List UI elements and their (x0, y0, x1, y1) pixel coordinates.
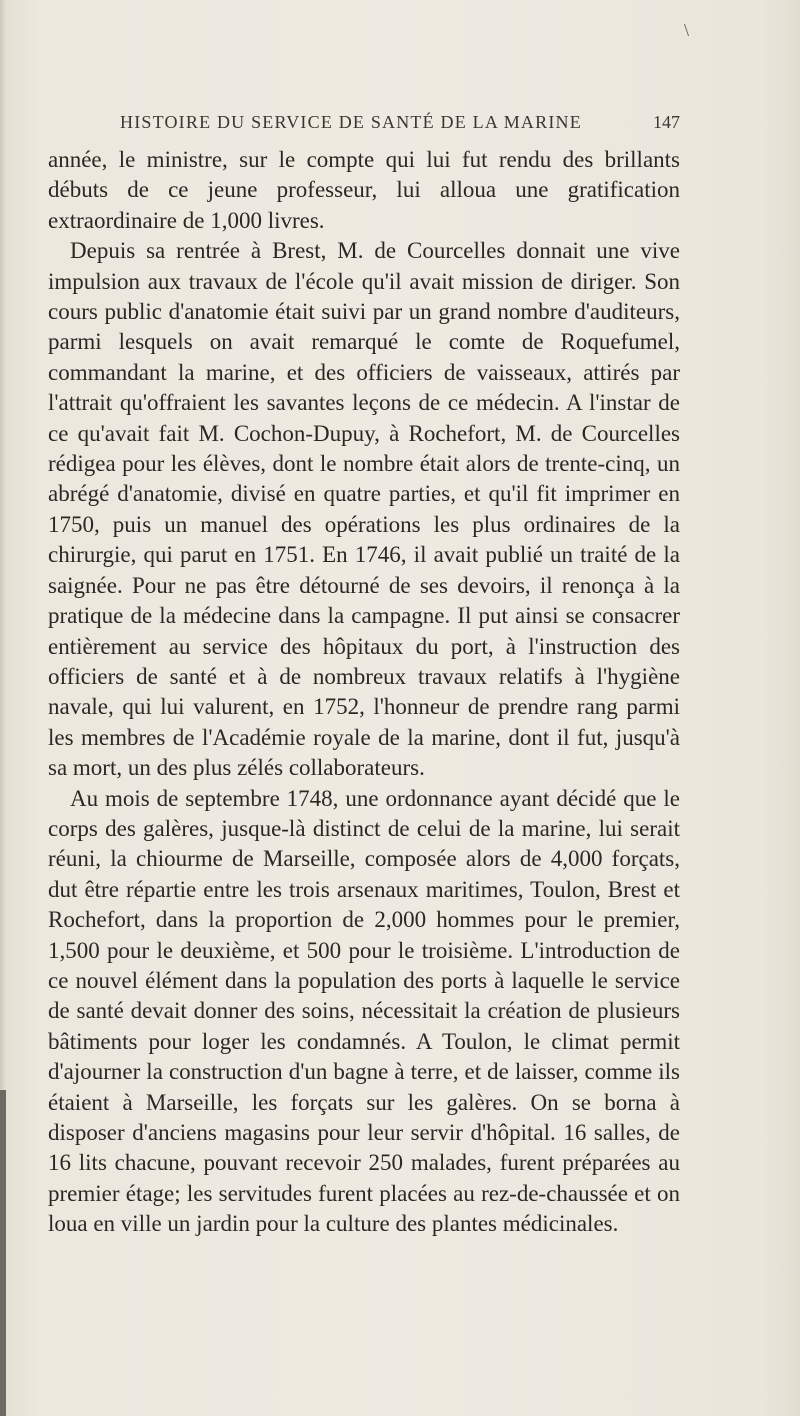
page-number: 147 (653, 112, 680, 132)
paragraph: Au mois de septembre 1748, une ordonnance ayant décidé que le corps des galères, jusque-là distinct de celui de la marine, lui serait réuni, la chiourme de Marseille, composée alors de 4,000 forçats, dut être répartie entre les trois arsenaux maritimes, Toulon, Brest et Rochefort, dans la proportion de 2,000 hommes pour le premier, 1,500 pour le deuxième, et 500 pour le troisième. L'introduction de ce nouvel élément dans la population des ports à laquelle le service de santé devait donner des soins, nécessitait la création de plusieurs bâtiments pour loger les condamnés. A Toulon, le climat permit d'ajourner la construction d'un bagne à terre, et de laisser, comme ils étaient à Marseille, les forçats sur les galères. On se borna à disposer d'anciens magasins pour leur servir d'hôpital. 16 salles, de 16 lits chacune, pouvant recevoir 250 malades, furent préparées au premier étage; les servitudes furent placées au rez-de-chaussée et on loua en ville un jardin pour la culture des plantes médicinales. (48, 785, 680, 1237)
running-title: HISTOIRE DU SERVICE DE SANTÉ DE LA MARINE (120, 112, 582, 132)
page-header (48, 112, 680, 138)
binding-shadow (0, 1090, 6, 1416)
paragraph: année, le ministre, sur le compte qui lui fut rendu des brillants débuts de ce jeune professeur, lui alloua une gratification extraordinaire de 1,000 livres. (48, 147, 680, 233)
paragraph: Depuis sa rentrée à Brest, M. de Courcelles donnait une vive impulsion aux travaux de l'école qu'il avait mission de diriger. Son cours public d'anatomie était suivi par un grand nombre d'auditeurs, parmi lesquels on avait remarqué le comte de Roquefumel, commandant la marine, et des officiers de vaisseaux, attirés par l'attrait qu'offraient les savantes leçons de ce médecin. A l'instar de ce qu'avait fait M. Cochon-Dupuy, à Rochefort, M. de Courcelles rédigea pour les élèves, dont le nombre était alors de trente-cinq, un abrégé d'anatomie, divisé en quatre parties, et qu'il fit imprimer en 1750, puis un manuel des opérations les plus ordinaires de la chirurgie, qui parut en 1751. En 1746, il avait publié un traité de la saignée. Pour ne pas être détourné de ses devoirs, il renonça à la pratique de la médecine dans la campagne. Il put ainsi se consacrer entièrement au service des hôpitaux du port, à l'instruction des officiers de santé et à de nombreux travaux relatifs à l'hygiène navale, qui lui valurent, en 1752, l'honneur de prendre rang parmi les membres de l'Académie royale de la marine, dont il fut, jusqu'à sa mort, un des plus zélés collaborateurs. (48, 238, 680, 781)
corner-mark: \ (684, 20, 690, 40)
body-text (48, 145, 680, 1240)
